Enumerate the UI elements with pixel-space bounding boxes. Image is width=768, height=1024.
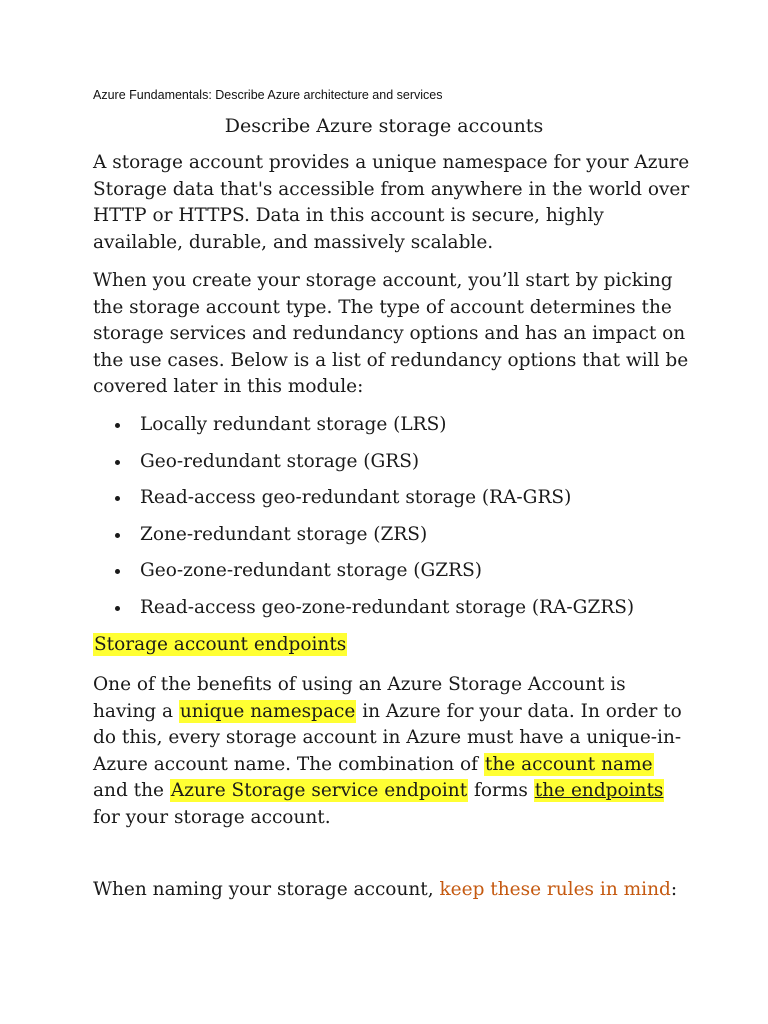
list-item: Zone-redundant storage (ZRS) — [110, 520, 634, 557]
account-type-paragraph: When you create your storage account, you’ll start by picking the storage account type. The type of account determines the storage services and redundancy options and has an impact on the use cases. Below is a list of redundancy options that will be covered later in this module: — [93, 270, 689, 397]
section-heading: Storage account endpoints — [94, 634, 347, 655]
highlight-unique-namespace: unique namespace — [179, 700, 356, 722]
list-item: Geo-zone-redundant storage (GZRS) — [110, 556, 634, 593]
intro-paragraph: A storage account provides a unique namespace for your Azure Storage data that's accessible from anywhere in the world over HTTP or HTTPS. Data in this account is secure, highly available, durable, and massively scalable. — [93, 152, 690, 253]
page-title: Describe Azure storage accounts — [224, 115, 544, 137]
bullet-icon — [115, 533, 120, 538]
list-item: Geo-redundant storage (GRS) — [110, 447, 634, 484]
bullet-icon — [115, 569, 120, 574]
endpoints-paragraph: One of the benefits of using an Azure Storage Account is having a unique namespace in Azure for your data. In order to do this, every storage account in Azure must have a unique-in-Azure account name. The combination of the account name and the Azure Storage service endpoint forms the endpoints for your storage account. — [93, 674, 682, 828]
highlight-service-endpoint: Azure Storage service endpoint — [170, 780, 468, 801]
naming-rules-paragraph: When naming your storage account, keep these rules in mind: — [93, 879, 678, 900]
list-item: Locally redundant storage (LRS) — [110, 410, 634, 447]
list-item: Read-access geo-zone-redundant storage (RA-GZRS) — [110, 593, 634, 630]
bullet-icon — [115, 606, 120, 611]
rules-emphasis: keep these rules in mind — [439, 879, 671, 900]
bullet-icon — [115, 496, 120, 501]
bullet-icon — [115, 460, 120, 465]
highlight-endpoints: the endpoints — [534, 780, 664, 801]
highlight-account-name: the account name — [484, 753, 653, 775]
page-header: Azure Fundamentals: Describe Azure architecture and services — [93, 88, 443, 102]
bullet-icon — [115, 423, 120, 428]
list-item: Read-access geo-redundant storage (RA-GRS) — [110, 483, 634, 520]
redundancy-list — [110, 410, 634, 629]
